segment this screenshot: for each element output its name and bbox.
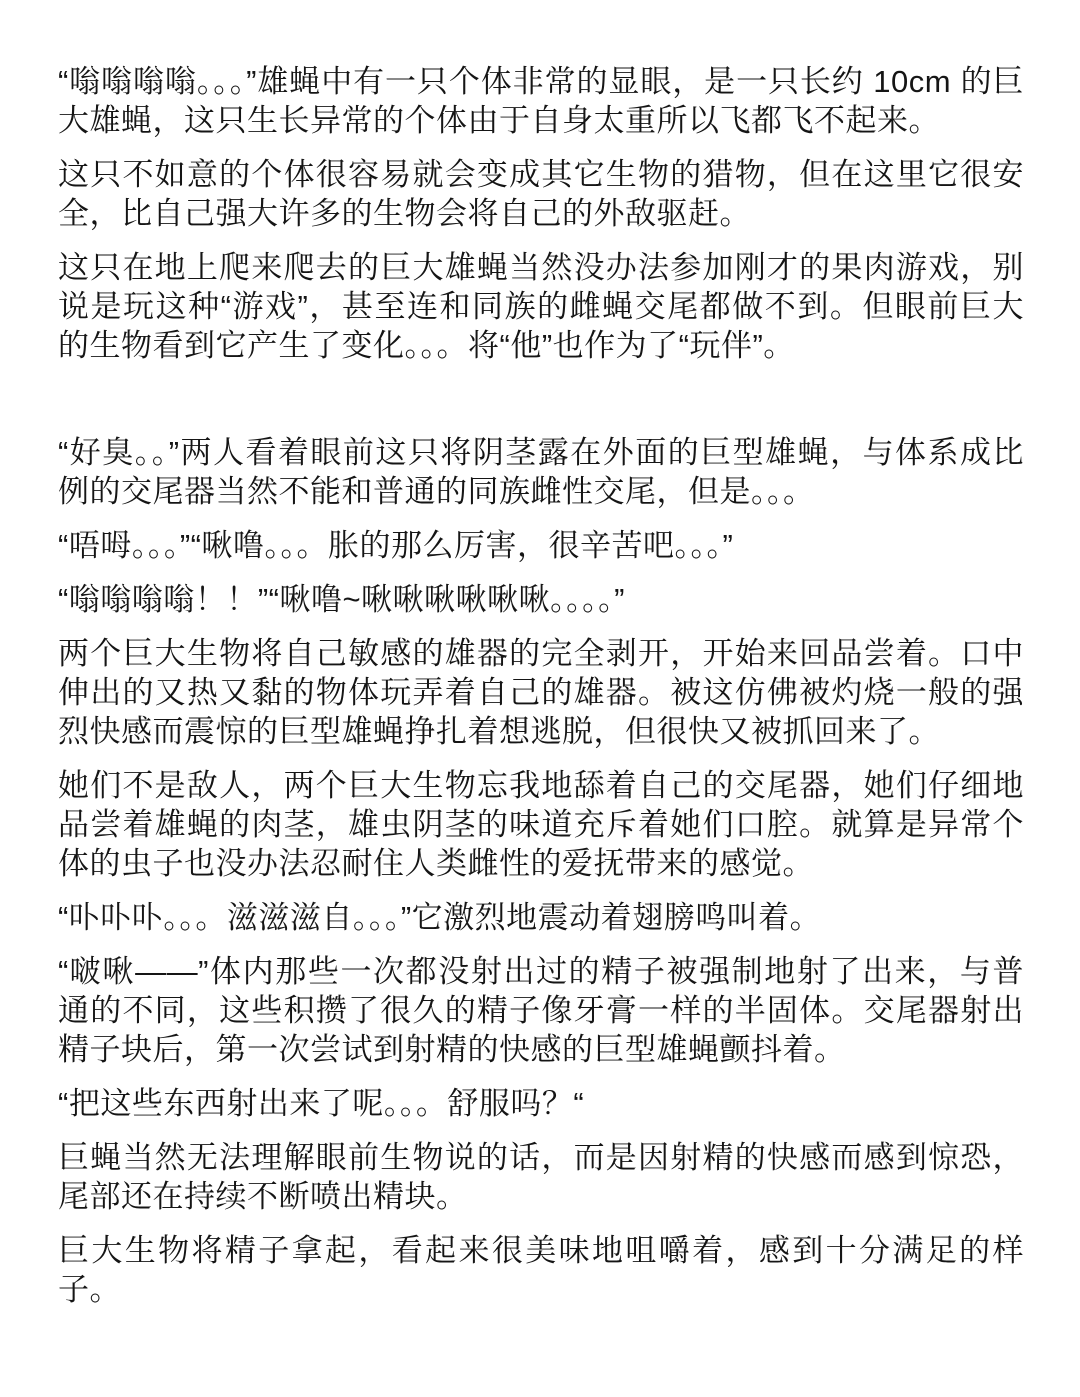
- paragraph: “卟卟卟。。。滋滋滋自。。。”它激烈地震动着翅膀鸣叫着。: [58, 900, 822, 935]
- paragraph: “嗡嗡嗡嗡。。。”雄蝇中有一只个体非常的显眼，是一只长约 10cm 的巨大雄蝇，这只生长异常的个体由于自身太重所以飞都飞不起来。: [58, 64, 1024, 138]
- paragraph: “把这些东西射出来了呢。。。舒服吗？“: [58, 1086, 585, 1121]
- paragraph: “嗡嗡嗡嗡！！”“啾噜~啾啾啾啾啾啾。。。。”: [58, 582, 625, 617]
- paragraph: 两个巨大生物将自己敏感的雄器的完全剥开，开始来回品尝着。口中伸出的又热又黏的物体玩弄着自己的雄器。被这仿佛被灼烧一般的强烈快感而震惊的巨型雄蝇挣扎着想逃脱，但很快又被抓回来了。: [58, 636, 1024, 749]
- paragraph: “好臭。。”两人看着眼前这只将阴茎露在外面的巨型雄蝇，与体系成比例的交尾器当然不能和普通的同族雌性交尾，但是。。。: [58, 435, 1024, 509]
- paragraph: “啵啾——”体内那些一次都没射出过的精子被强制地射了出来，与普通的不同，这些积攒了很久的精子像牙膏一样的半固体。交尾器射出精子块后，第一次尝试到射精的快感的巨型雄蝇颤抖着。: [58, 954, 1024, 1067]
- paragraph: 巨蝇当然无法理解眼前生物说的话，而是因射精的快感而感到惊恐，尾部还在持续不断喷出精块。: [58, 1140, 1024, 1214]
- paragraph: 这只不如意的个体很容易就会变成其它生物的猎物，但在这里它很安全，比自己强大许多的生物会将自己的外敌驱赶。: [58, 157, 1024, 231]
- paragraph: 她们不是敌人，两个巨大生物忘我地舔着自己的交尾器，她们仔细地品尝着雄蝇的肉茎，雄虫阴茎的味道充斥着她们口腔。就算是异常个体的虫子也没办法忍耐住人类雌性的爱抚带来的感觉。: [58, 768, 1024, 881]
- paragraph: 巨大生物将精子拿起，看起来很美味地咀嚼着，感到十分满足的样子。: [58, 1233, 1024, 1307]
- paragraph: “唔呣。。。”“啾噜。。。胀的那么厉害，很辛苦吧。。。”: [58, 528, 734, 563]
- paragraph: 这只在地上爬来爬去的巨大雄蝇当然没办法参加刚才的果肉游戏，别说是玩这种“游戏”，甚至连和同族的雌蝇交尾都做不到。但眼前巨大的生物看到它产生了变化。。。将“他”也作为了“玩伴”。: [58, 250, 1024, 363]
